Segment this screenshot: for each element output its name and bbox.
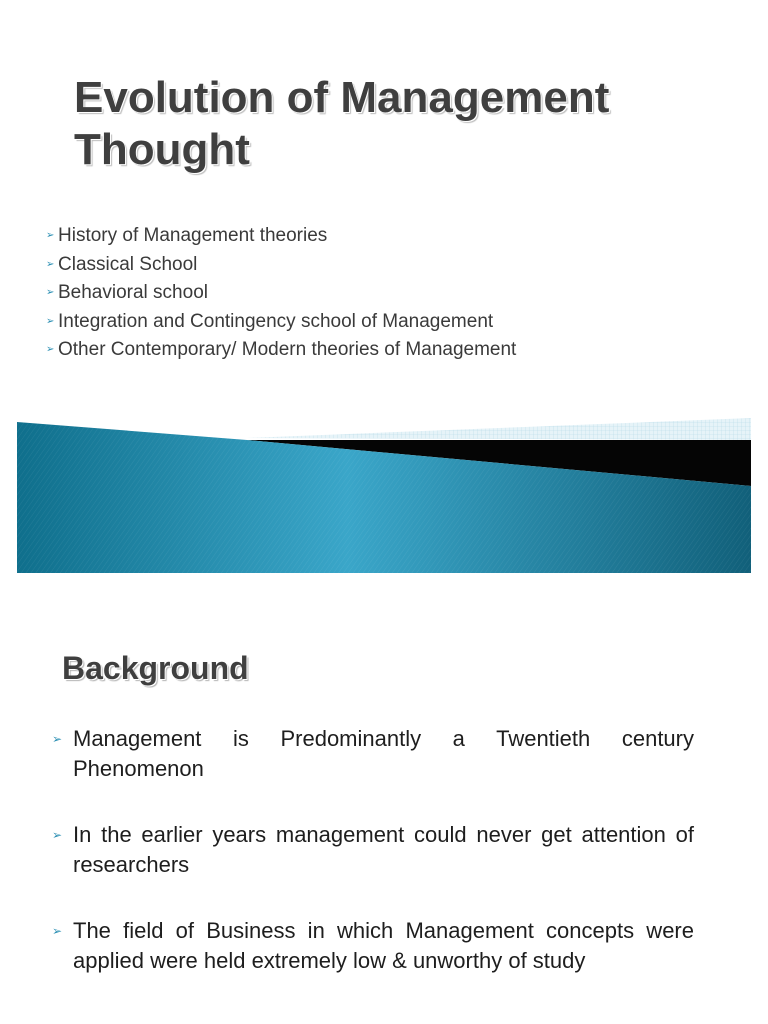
- slide-2: [0, 600, 768, 1024]
- bullet-item: ➢ The field of Business in which Management concepts were applied were held extremely low & unworthy of study: [52, 918, 694, 973]
- topic-item: ➢ History of Management theories: [46, 222, 516, 251]
- slide-title: Evolution of Management Thought: [74, 73, 610, 174]
- topic-item: ➢ Classical School: [46, 251, 516, 280]
- bullet-list: [52, 724, 694, 1012]
- topic-list: [46, 222, 516, 365]
- arrowhead-icon: ➢: [52, 924, 63, 938]
- arrowhead-icon: ➢: [46, 230, 55, 241]
- slide-heading: Background: [62, 650, 249, 686]
- decorative-banner: [17, 418, 751, 573]
- bullet-item: ➢ Management is Predominantly a Twentieth century Phenomenon: [52, 726, 694, 781]
- topic-item: ➢ Behavioral school: [46, 279, 516, 308]
- arrowhead-icon: ➢: [46, 287, 55, 298]
- bullet-item: ➢ In the earlier years management could never get attention of researchers: [52, 822, 694, 877]
- arrowhead-icon: ➢: [46, 344, 55, 355]
- arrowhead-icon: ➢: [52, 828, 63, 842]
- topic-item: ➢ Integration and Contingency school of Management: [46, 308, 516, 337]
- grid-stripe: [247, 418, 751, 440]
- arrowhead-icon: ➢: [52, 732, 63, 746]
- arrowhead-icon: ➢: [46, 258, 55, 270]
- topic-item: ➢ Other Contemporary/ Modern theories of Management: [46, 336, 516, 365]
- arrowhead-icon: ➢: [46, 315, 55, 327]
